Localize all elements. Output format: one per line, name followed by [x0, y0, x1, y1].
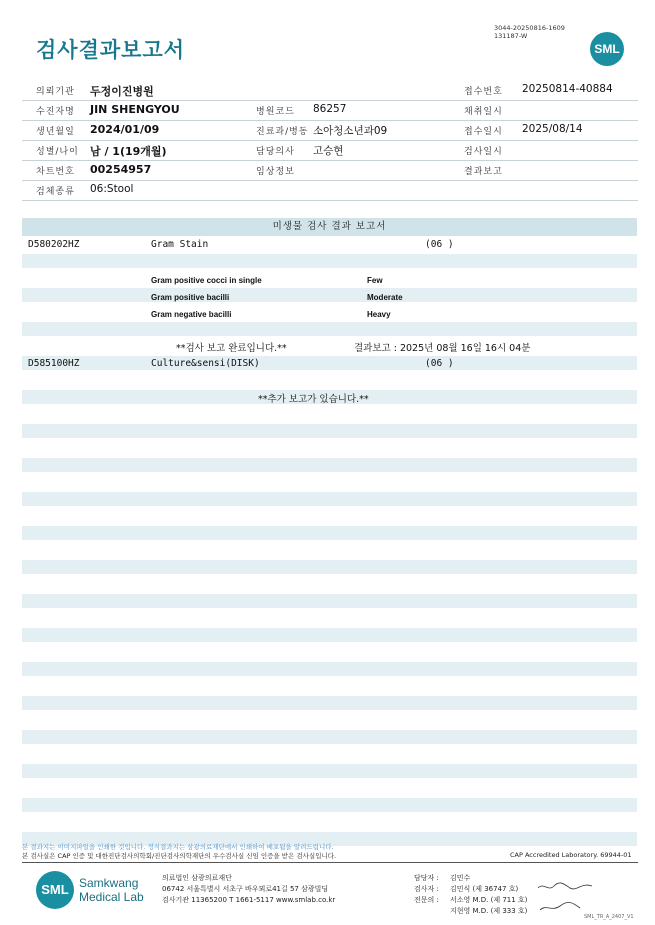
info-label: 검사일시	[464, 147, 503, 157]
document-id-line: 3044-20250816-1609	[494, 24, 565, 32]
organism-label: Gram positive bacilli	[151, 293, 230, 302]
info-row	[22, 100, 638, 121]
row-band	[22, 730, 637, 744]
info-label: 병원코드	[256, 107, 295, 117]
info-row	[22, 120, 638, 141]
document-id	[494, 24, 565, 40]
sml-logo-icon: SML	[590, 32, 624, 66]
completion-note: **검사 보고 완료입니다.**	[176, 343, 287, 354]
info-value: 2024/01/09	[90, 123, 160, 136]
specimen-code: (06 )	[425, 239, 454, 250]
signature-icon	[536, 880, 596, 916]
row-band	[22, 458, 637, 472]
sml-logo-icon: SML	[36, 871, 74, 909]
info-value: JIN SHENGYOU	[90, 103, 180, 116]
organism-amount: Moderate	[367, 293, 403, 302]
info-value: 고승현	[313, 145, 344, 157]
staff-name: 김민식 (제 36747 호)	[450, 885, 519, 893]
staff-role: 전문의 :	[414, 896, 439, 904]
info-value: 20250814-40884	[522, 83, 613, 95]
info-label: 의뢰기관	[36, 87, 75, 97]
test-code: D580202HZ	[28, 239, 80, 250]
info-label: 검체종류	[36, 187, 75, 197]
row-band	[22, 628, 637, 642]
info-label: 채취일시	[464, 107, 503, 117]
document-id-line: 131187-W	[494, 32, 528, 40]
test-code: D585100HZ	[28, 358, 80, 369]
organism-amount: Few	[367, 276, 383, 285]
info-row	[22, 160, 638, 181]
info-label: 담당의사	[256, 147, 295, 157]
organism-label: Gram negative bacilli	[151, 310, 232, 319]
brand-line: Medical Lab	[79, 890, 144, 904]
cap-accreditation: CAP Accredited Laboratory. 69944-01	[510, 851, 632, 859]
row-band	[22, 492, 637, 506]
page-title: 검사결과보고서	[36, 38, 186, 62]
staff-name: 서소영 M.D. (제 711 호)	[450, 896, 528, 904]
notice-text: 본 검사실은 CAP 인증 및 대한진단검사의학회/진단검사의학재단의 우수검사실 신임 인증을 받은 검사실입니다.	[22, 852, 337, 860]
info-label: 접수번호	[464, 87, 503, 97]
test-name: Gram Stain	[151, 239, 209, 250]
row-band	[22, 798, 637, 812]
form-code: SML_TR_A_2407_V1	[584, 914, 634, 920]
info-label: 임상정보	[256, 167, 295, 177]
info-value: 86257	[313, 103, 347, 115]
info-value: 00254957	[90, 163, 152, 176]
org-line: 검사기관 11365200 T 1661-5117 www.smlab.co.kr	[162, 896, 336, 904]
row-band	[22, 662, 637, 676]
info-label: 접수일시	[464, 127, 503, 137]
info-row	[22, 140, 638, 161]
footer-divider	[22, 862, 638, 863]
row-band	[22, 254, 637, 268]
staff-name: 김민수	[450, 874, 471, 882]
row-band	[22, 696, 637, 710]
staff-name: 지현영 M.D. (제 333 호)	[450, 907, 528, 915]
row-band	[22, 594, 637, 608]
info-value: 두정이진병원	[90, 85, 154, 98]
report-time: 결과보고 : 2025년 08월 16일 16시 04분	[354, 343, 531, 354]
info-label: 차트번호	[36, 167, 75, 177]
row-band	[22, 424, 637, 438]
info-value: 소아청소년과09	[313, 125, 388, 137]
info-label: 수진자명	[36, 107, 75, 117]
section-title: 미생물 검사 결과 보고서	[22, 218, 637, 236]
info-row	[22, 80, 638, 101]
info-value: 남 / 1(19개월)	[90, 145, 167, 158]
info-row	[22, 180, 638, 201]
brand-line: Samkwang	[79, 876, 139, 890]
additional-note: **추가 보고가 있습니다.**	[258, 394, 369, 405]
test-name: Culture&sensi(DISK)	[151, 358, 260, 369]
row-band	[22, 526, 637, 540]
brand-name	[79, 876, 144, 904]
staff-role: 검사자 :	[414, 885, 439, 893]
row-band	[22, 560, 637, 574]
row-band	[22, 322, 637, 336]
row-band	[22, 288, 637, 302]
info-label: 진료과/병동	[256, 127, 309, 137]
org-line: 의료법인 삼광의료재단	[162, 874, 232, 882]
info-label: 생년월일	[36, 127, 75, 137]
org-line: 06742 서울특별시 서초구 바우뫼로41길 57 삼광빌딩	[162, 885, 329, 893]
notice-text: 본 결과지는 이미지파일을 인쇄한 것입니다. 정식결과지는 삼광의료재단에서 인쇄하여 배포됨을 알려드립니다.	[22, 843, 334, 851]
organism-label: Gram positive cocci in single	[151, 276, 262, 285]
info-value: 06:Stool	[90, 183, 134, 195]
info-value: 2025/08/14	[522, 123, 583, 135]
row-band	[22, 356, 637, 370]
info-label: 결과보고	[464, 167, 503, 177]
specimen-code: (06 )	[425, 358, 454, 369]
info-label: 성별/나이	[36, 147, 79, 157]
organism-amount: Heavy	[367, 310, 391, 319]
row-band	[22, 764, 637, 778]
staff-role: 담당자 :	[414, 874, 439, 882]
